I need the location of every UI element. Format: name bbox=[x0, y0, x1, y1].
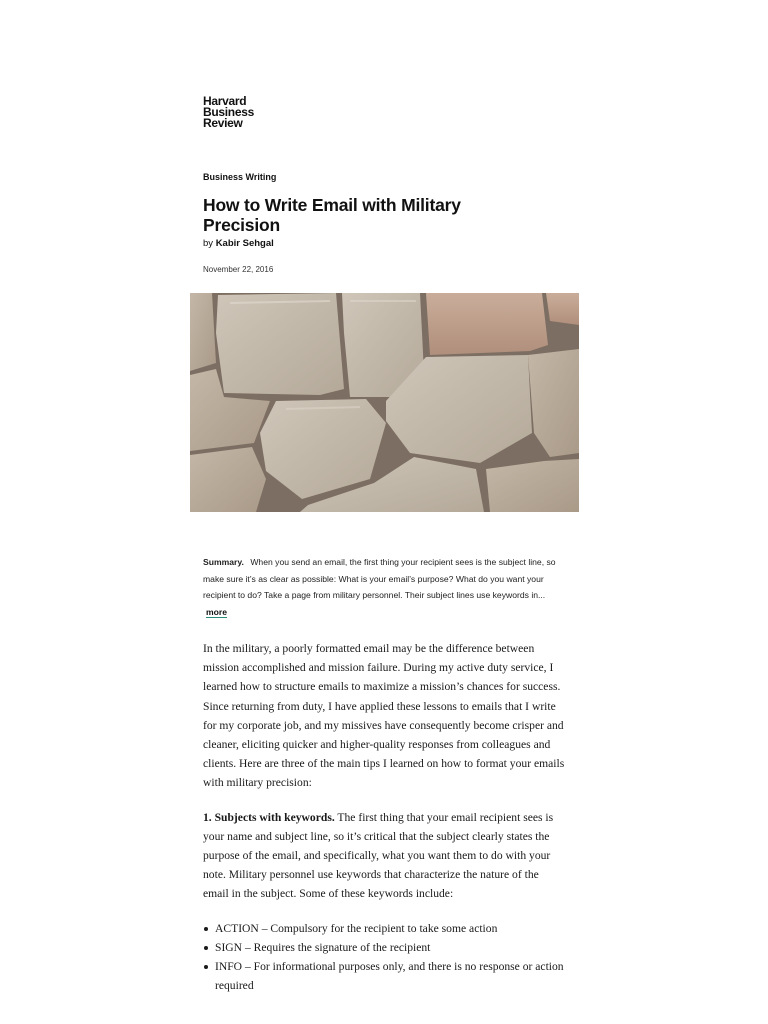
intro-paragraph: In the military, a poorly formatted email may be the difference between mission accomplished and mission failure. During my active duty service, I learned how to structure emails to maximize a mission’s chances for success. Since returning from duty, I have applied these lessons to emails that I write for my corporate job, and my missives have consequently become crisper and cleaner, eliciting quicker and higher-quality responses from colleagues and clients. Here are three of the main tips I learned on how to format your emails with military precision: bbox=[203, 642, 565, 790]
keyword-list bbox=[203, 919, 565, 996]
tip-1-text: The first thing that your email recipient sees is your name and subject line, so it’s critical that the subject clearly states the purpose of the email, and specifically, what you want them to do with your note. Military personnel use keywords that characterize the nature of the email in the subject. Some of these keywords include: bbox=[203, 810, 554, 901]
hbr-logo[interactable] bbox=[203, 96, 254, 129]
logo-line-3: Review bbox=[203, 116, 243, 130]
summary-label: Summary. bbox=[203, 557, 244, 567]
keyword-item: INFO – For informational purposes only, and there is no response or action required bbox=[215, 957, 565, 995]
summary-text: When you send an email, the first thing your recipient sees is the subject line, so make sure it’s as clear as possible: What is your email’s purpose? What do you want your recipient to do? Take a page from military personnel. Their subject lines use keywords in... bbox=[203, 557, 556, 600]
byline bbox=[203, 238, 274, 249]
logo-line-1: Harvard bbox=[203, 94, 247, 108]
article-body bbox=[203, 639, 565, 995]
article-summary bbox=[203, 554, 561, 620]
tip-1-paragraph bbox=[203, 808, 565, 904]
summary-more-link[interactable]: more bbox=[206, 606, 228, 617]
topic-link[interactable]: Business Writing bbox=[203, 172, 277, 182]
tip-1-heading: 1. Subjects with keywords. bbox=[203, 810, 335, 824]
logo-line-2: Business bbox=[203, 105, 254, 119]
keyword-item: ACTION – Compulsory for the recipient to take some action bbox=[215, 919, 565, 938]
keyword-item: SIGN – Requires the signature of the recipient bbox=[215, 938, 565, 957]
article-title: How to Write Email with Military Precision bbox=[203, 195, 461, 235]
hero-image bbox=[190, 293, 579, 512]
publish-date: November 22, 2016 bbox=[203, 265, 274, 274]
author-link[interactable]: Kabir Sehgal bbox=[215, 238, 274, 249]
byline-prefix: by bbox=[203, 238, 214, 249]
